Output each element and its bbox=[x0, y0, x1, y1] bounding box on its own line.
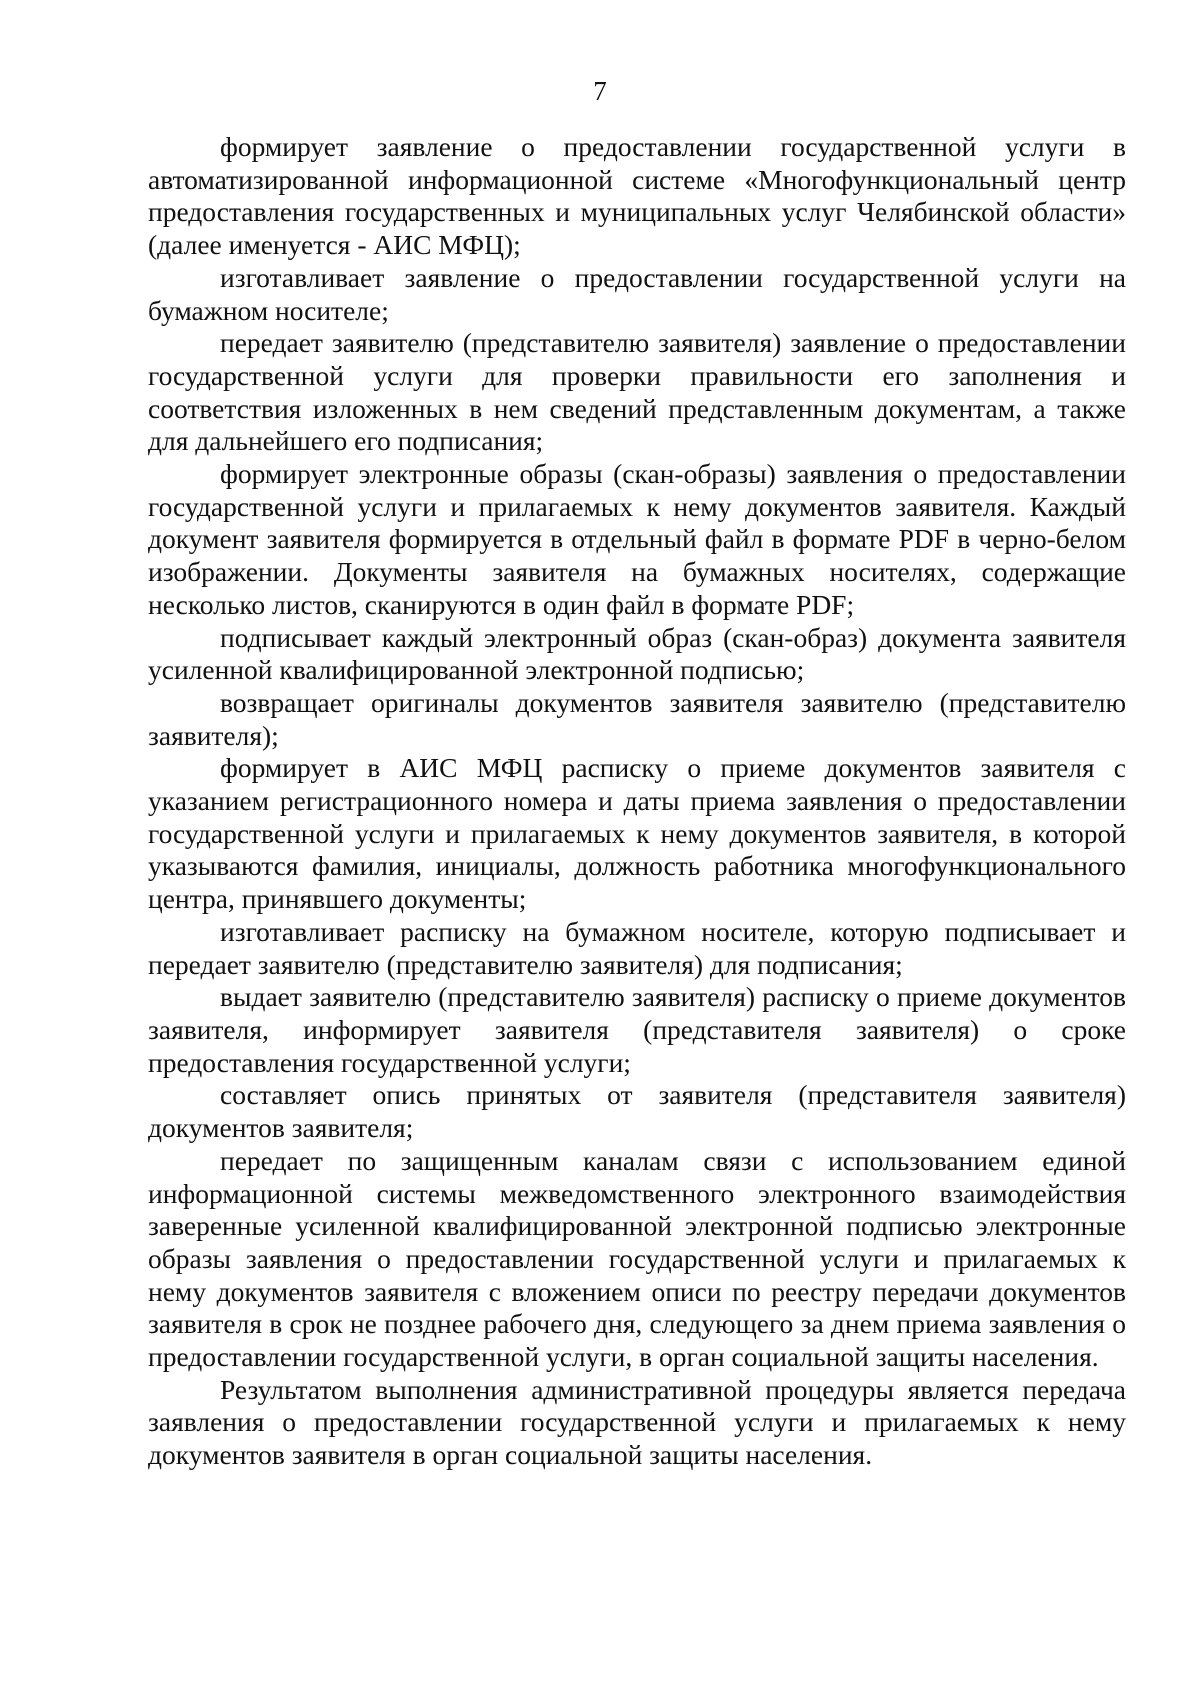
paragraph: формирует заявление о предоставлении государственной услуги в автоматизированной информационной системе «Многофункциональный центр предоставления государственных и муниципальных услуг Челябинской области» (далее именуется - АИС МФЦ); bbox=[148, 131, 1126, 261]
paragraph: передает заявителю (представителю заявителя) заявление о предоставлении государственной услуги для проверки правильности его заполнения и соответствия изложенных в нем сведений представленным документам, а также для дальнейшего его подписания; bbox=[148, 327, 1126, 457]
paragraph: Результатом выполнения административной процедуры является передача заявления о предоставлении государственной услуги и прилагаемых к нему документов заявителя в орган социальной защиты населения. bbox=[148, 1373, 1126, 1471]
paragraph: изготавливает расписку на бумажном носителе, которую подписывает и передает заявителю (представителю заявителя) для подписания; bbox=[148, 915, 1126, 980]
paragraph: составляет опись принятых от заявителя (представителя заявителя) документов заявителя; bbox=[148, 1079, 1126, 1144]
paragraph: изготавливает заявление о предоставлении государственной услуги на бумажном носителе; bbox=[148, 261, 1126, 326]
paragraph: передает по защищенным каналам связи с использованием единой информационной системы межведомственного электронного взаимодействия заверенные усиленной квалифицированной электронной подписью электронные образы заявления о предоставлении государственной услуги и прилагаемых к нему документов заявителя с вложением описи по реестру передачи документов заявителя в срок не позднее рабочего дня, следующего за днем приема заявления о предоставлении государственной услуги, в орган социальной защиты населения. bbox=[148, 1144, 1126, 1373]
paragraph: возвращает оригиналы документов заявителя заявителю (представителю заявителя); bbox=[148, 686, 1126, 751]
document-body bbox=[148, 131, 1126, 1472]
paragraph: выдает заявителю (представителю заявителя) расписку о приеме документов заявителя, информирует заявителя (представителя заявителя) о сроке предоставления государственной услуги; bbox=[148, 981, 1126, 1078]
paragraph: формирует в АИС МФЦ расписку о приеме документов заявителя с указанием регистрационного номера и даты приема заявления о предоставлении государственной услуги и прилагаемых к нему документов заявителя, в которой указываются фамилия, инициалы, должность работника многофункционального центра, принявшего документы; bbox=[148, 752, 1126, 915]
paragraph: подписывает каждый электронный образ (скан-образ) документа заявителя усиленной квалифицированной электронной подписью; bbox=[148, 621, 1126, 686]
page-number: 7 bbox=[593, 76, 607, 106]
paragraph: формирует электронные образы (скан-образы) заявления о предоставлении государственной услуги и прилагаемых к нему документов заявителя. Каждый документ заявителя формируется в отдельный файл в формате PDF в черно-белом изображении. Документы заявителя на бумажных носителях, содержащие несколько листов, сканируются в один файл в формате PDF; bbox=[148, 458, 1126, 620]
